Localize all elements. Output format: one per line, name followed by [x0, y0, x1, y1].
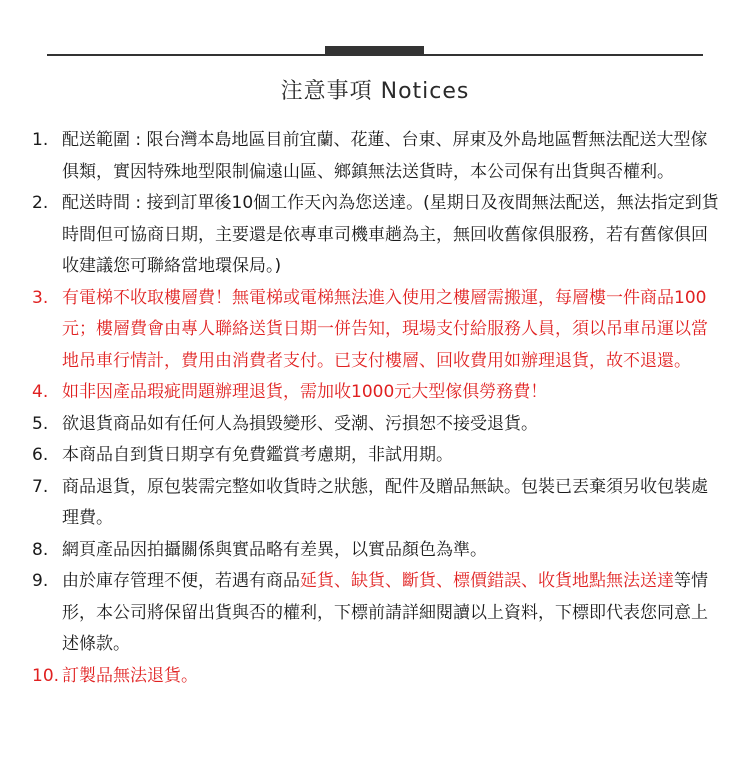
notice-item-1 — [32, 125, 722, 188]
notice-text: 本商品自到貨日期享有免費鑑賞考慮期，非試用期。 — [62, 445, 453, 465]
notice-text: 網頁產品因拍攝關係與實品略有差異，以實品顏色為準。 — [62, 539, 487, 560]
notice-text: 欲退貨商品如有任何人為損毀變形、受潮、污損恕不接受退貨。 — [62, 413, 538, 434]
notice-number: 3. — [32, 287, 49, 308]
notice-number: 5. — [32, 413, 49, 434]
notice-item-8 — [32, 535, 722, 567]
notice-text: 配送時間 : 接到訂單後10個工作天內為您送達。(星期日及夜間無法配送，無法指定到貨時間但可協商日期，主要還是依專車司機車趟為主，無回收舊傢俱服務，若有舊傢俱回收建議您可聯絡當地環保局。) — [62, 193, 719, 276]
notice-number: 4. — [32, 382, 49, 402]
header-rule-tab — [325, 46, 424, 56]
notice-number: 7. — [32, 476, 49, 497]
notice-number: 1. — [32, 130, 49, 150]
notice-item-9 — [32, 566, 722, 661]
notice-text: 商品退貨，原包裝需完整如收貨時之狀態，配件及贈品無缺。包裝已丟棄須另收包裝處理費。 — [62, 476, 708, 528]
notices-title: 注意事項 Notices — [280, 79, 470, 104]
notice-number: 6. — [32, 445, 49, 465]
notices-list — [32, 125, 722, 692]
notice-item-4 — [32, 377, 722, 409]
notice-text: 配送範圍 : 限台灣本島地區目前宜蘭、花蓮、台東、屏東及外島地區暫無法配送大型傢俱類，實因特殊地型限制偏遠山區、鄉鎮無法送貨時，本公司保有出貨與否權利。 — [62, 130, 708, 182]
notice-text: 訂製品無法退貨。 — [62, 665, 198, 686]
notice-number: 8. — [32, 539, 49, 560]
notice-text: 由於庫存管理不便，若遇有商品 — [62, 571, 300, 591]
notice-text: 有電梯不收取樓層費！無電梯或電梯無法進入使用之樓層需搬運，每層樓一件商品100元；樓層費會由專人聯絡送貨日期一併告知，現場支付給服務人員，須以吊車吊運以當地吊車行情計，費用由消費者支付。已支付樓層、回收費用如辦理退貨，故不退還。 — [62, 287, 708, 371]
notice-highlight-text: 延貨、缺貨、斷貨、標價錯誤、收貨地點無法送達 — [300, 571, 674, 591]
notice-number: 9. — [32, 571, 49, 591]
notice-item-3 — [32, 283, 722, 378]
notice-number: 2. — [32, 193, 49, 213]
notice-item-6 — [32, 440, 722, 472]
notice-item-7 — [32, 472, 722, 535]
notice-item-2 — [32, 188, 722, 283]
notice-item-10 — [32, 661, 722, 693]
notice-text: 等情形，本公司將保留出貨與否的權利，下標前請詳細閱讀以上資料，下標即代表您同意上述條款。 — [62, 571, 708, 654]
notice-number: 10. — [32, 665, 60, 686]
notice-item-5 — [32, 409, 722, 441]
notice-text: 如非因產品瑕疵問題辦理退貨，需加收1000元大型傢俱勞務費！ — [62, 382, 548, 402]
